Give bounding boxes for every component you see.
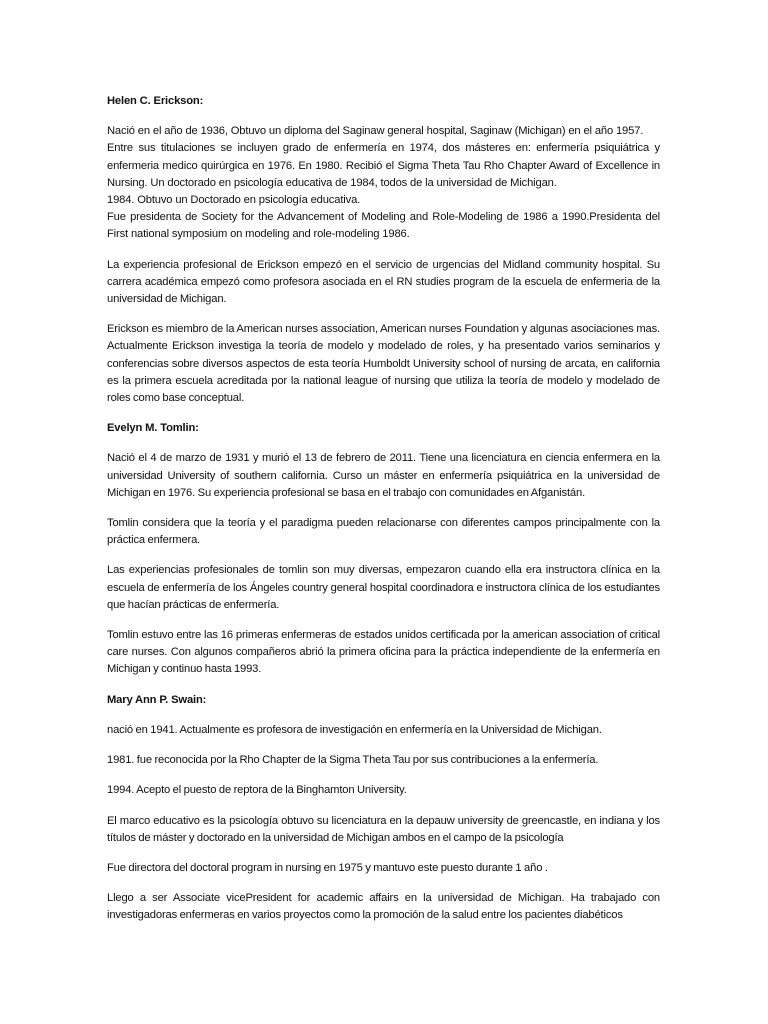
paragraph — [107, 123, 660, 243]
paragraph-line: Entre sus titulaciones se incluyen grado de enfermería en 1974, dos másteres en: enfermería psiquiátrica y enfermeria medico quirúrgica en 1976. En 1980. Recibió el Sigma Theta Tau Rho Chapter Award of Excellence in Nursing. Un doctorado en psicología educativa de 1984, todos de la universidad de Michigan. — [107, 142, 660, 189]
paragraph: nació en 1941. Actualmente es profesora de investigación en enfermería en la Universidad de Michigan. — [107, 723, 602, 736]
paragraph: Tomlin estuvo entre las 16 primeras enfermeras de estados unidos certificada por la american association of critical care nurses. Con algunos compañeros abrió la primera oficina para la práctica independiente de la enfermería en Michigan y continuo hasta 1993. — [107, 629, 660, 676]
paragraph: Nació el 4 de marzo de 1931 y murió el 13 de febrero de 2011. Tiene una licenciatura en ciencia enfermera en la universidad University of southern california. Curso un máster en enfermería psiquiátrica en la universidad de Michigan en 1976. Su experiencia profesional se basa en el trabajo con comunidades en Afganistán. — [107, 452, 660, 499]
section-heading-erickson: Helen C. Erickson: — [107, 95, 204, 107]
paragraph: El marco educativo es la psicología obtuvo su licenciatura en la depauw university de greencastle, en indiana y los títulos de máster y doctorado en la universidad de Michigan ambos en el campo de la psicología — [107, 814, 660, 844]
paragraph: Erickson es miembro de la American nurses association, American nurses Foundation y algunas asociaciones mas. Actualmente Erickson investiga la teoría de modelo y modelado de roles, y ha presentado varios seminarios y conferencias sobre diversos aspectos de esta teoría Humboldt University school of nursing de arcata, en california es la primera escuela acreditada por la national league of nursing que utiliza la teoría de modelo y modelado de roles como base conceptual. — [107, 323, 660, 405]
paragraph-line: Fue presidenta de Society for the Advancement of Modeling and Role-Modeling de 1986 a 1990.Presidenta del First national symposium on modeling and role-modeling 1986. — [107, 211, 660, 241]
paragraph: 1981. fue reconocida por la Rho Chapter de la Sigma Theta Tau por sus contribuciones a la enfermería. — [107, 754, 599, 767]
paragraph: La experiencia profesional de Erickson empezó en el servicio de urgencias del Midland community hospital. Su carrera académica empezó como profesora asociada en el RN studies program de la escuela de enfermeria de la universidad de Michigan. — [107, 258, 660, 306]
paragraph: Fue directora del doctoral program in nursing en 1975 y mantuvo este puesto durante 1 año . — [107, 861, 548, 874]
paragraph: Las experiencias profesionales de tomlin son muy diversas, empezaron cuando ella era instructora clínica en la escuela de enfermería de los Ángeles country general hospital coordinadora e instructora clínica de los estudiantes que hacían prácticas de enfermería. — [107, 564, 660, 611]
section-heading-swain: Mary Ann P. Swain: — [107, 693, 207, 706]
paragraph: Tomlin considera que la teoría y el paradigma pueden relacionarse con diferentes campos principalmente con la práctica enfermera. — [107, 517, 660, 547]
paragraph-line: 1984. Obtuvo un Doctorado en psicología educativa. — [107, 194, 361, 207]
paragraph: Llego a ser Associate vicePresident for academic affairs en la universidad de Michigan. Ha trabajado con investigadoras enfermeras en varios proyectos como la promoción de la salud entre los pacientes diabéticos — [107, 892, 660, 922]
paragraph-line: Nació en el año de 1936, Obtuvo un diploma del Saginaw general hospital, Saginaw (Michigan) en el año 1957. — [107, 125, 644, 138]
paragraph: 1994. Acepto el puesto de reptora de la Binghamton University. — [107, 784, 407, 797]
document-page — [107, 93, 660, 938]
section-heading-tomlin: Evelyn M. Tomlin: — [107, 422, 199, 435]
